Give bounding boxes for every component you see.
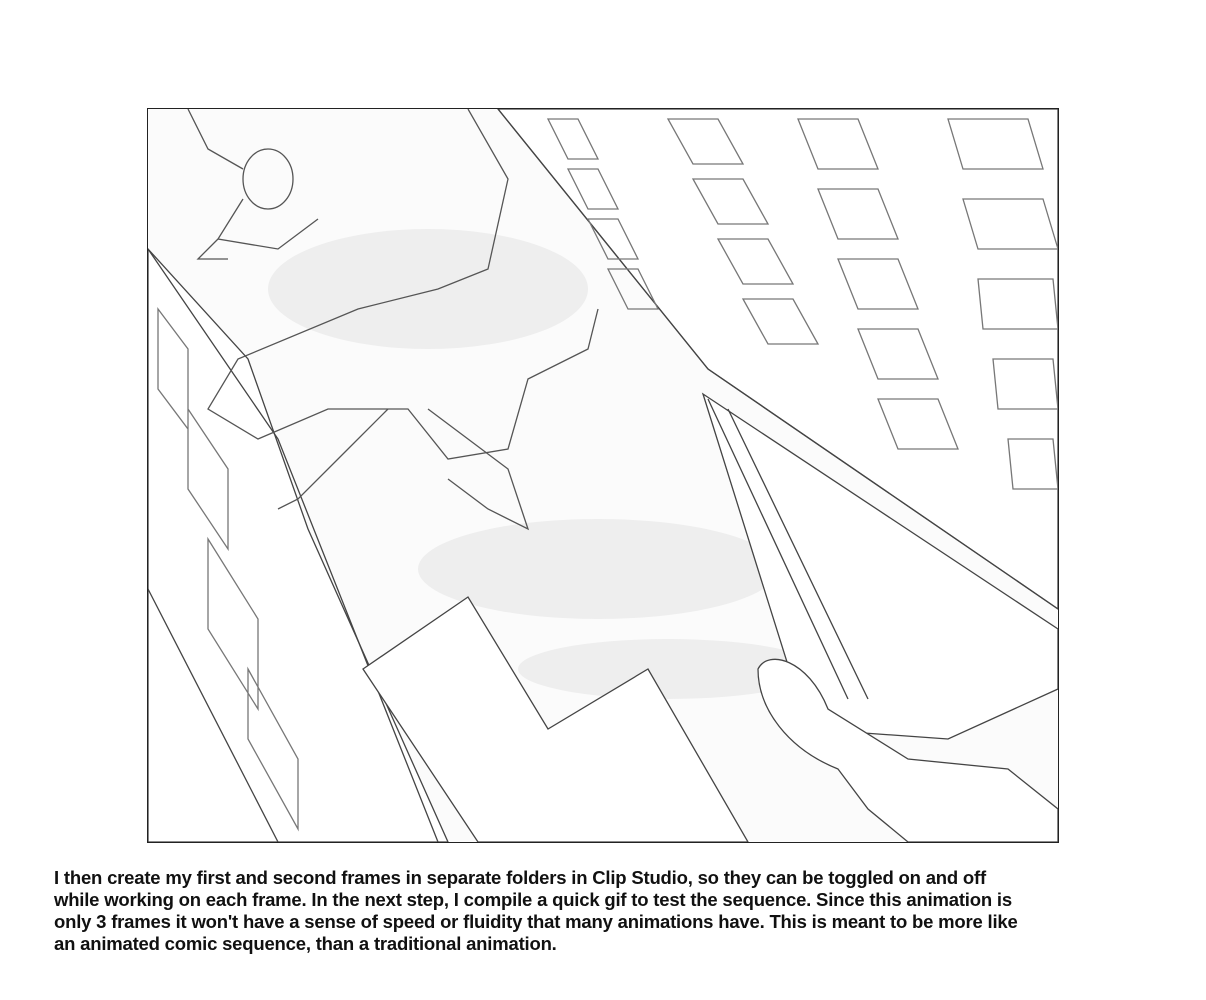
- caption-line: while working on each frame. In the next step, I compile a quick gif to test the sequence. Since this animation is: [54, 889, 1012, 910]
- caption-line: I then create my first and second frames in separate folders in Clip Studio, so they can be toggled on and off: [54, 867, 986, 888]
- caption-line: an animated comic sequence, than a traditional animation.: [54, 933, 557, 954]
- sketch-illustration: [147, 108, 1059, 843]
- caption-text: [54, 867, 1184, 955]
- caption-line: only 3 frames it won't have a sense of speed or fluidity that many animations have. This is meant to be more like: [54, 911, 1018, 932]
